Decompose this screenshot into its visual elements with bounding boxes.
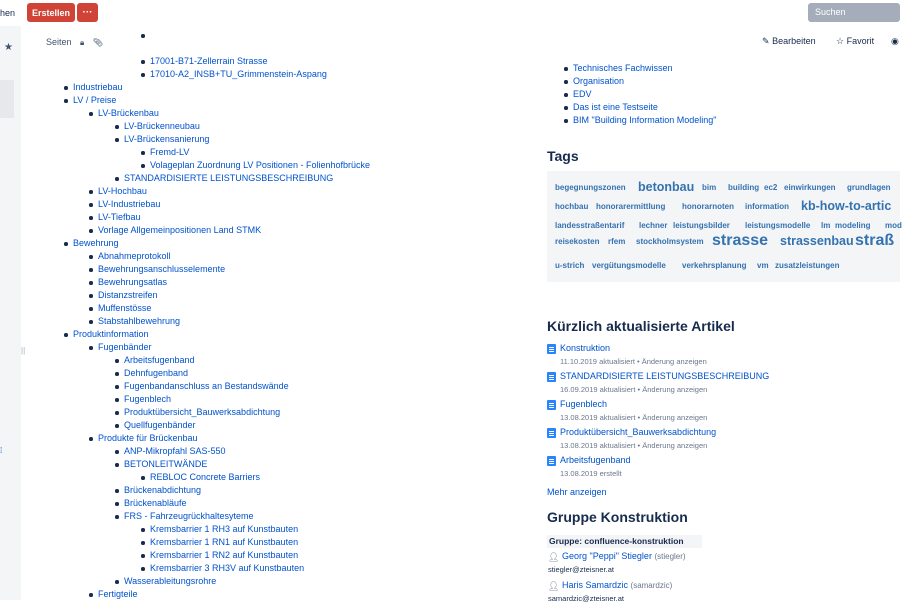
sidebar-collapsed (0, 26, 26, 600)
group-heading: Gruppe Konstruktion (547, 509, 688, 525)
space-link-item[interactable]: BIM "Building Information Modeling" (573, 115, 717, 125)
tree-item[interactable]: Fugenbandanschluss an Bestandswände (124, 381, 289, 391)
tag-link[interactable]: information (745, 202, 789, 211)
recent-article-meta: 13.08.2019 erstellt (560, 469, 622, 478)
search-input[interactable]: Suchen (808, 3, 900, 22)
tree-item[interactable]: Brückenabläufe (124, 498, 187, 508)
tag-link[interactable]: reisekosten (555, 237, 600, 246)
member-email: samardzic@zteisner.at (548, 594, 624, 603)
tree-item[interactable]: Arbeitsfugenband (124, 355, 195, 365)
page-icon (547, 428, 556, 438)
tree-item[interactable]: REBLOC Concrete Barriers (150, 472, 261, 482)
tag-link[interactable]: landesstraßentarif (555, 221, 625, 230)
tag-link[interactable]: lm (821, 221, 831, 230)
tree-item[interactable]: Kremsbarrier 3 RH3V auf Kunstbauten (150, 563, 305, 573)
edit-button[interactable]: ✎ Bearbeiten (762, 36, 816, 46)
top-navigation-bar (0, 0, 900, 26)
group-name-label: Gruppe: confluence-konstruktion (547, 535, 702, 548)
tree-item[interactable]: Dehnfugenband (124, 368, 189, 378)
pencil-icon: ✎ (762, 36, 770, 46)
user-icon: 👤︎ (548, 581, 560, 591)
page-icon (547, 344, 556, 354)
sidebar-marker-icon: ⁞ (0, 446, 3, 455)
tag-link[interactable]: einwirkungen (784, 183, 836, 192)
page-icon (547, 400, 556, 410)
recent-article-title[interactable]: STANDARDISIERTE LEISTUNGSBESCHREIBUNG (560, 371, 770, 381)
tree-item[interactable]: Kremsbarrier 1 RN1 auf Kunstbauten (150, 537, 299, 547)
tree-item[interactable]: Fremd-LV (150, 147, 190, 157)
tree-item[interactable]: Stabstahlbewehrung (98, 316, 181, 326)
tree-item[interactable]: Abnahmeprotokoll (98, 251, 171, 261)
tree-item[interactable]: Fugenbänder (98, 342, 152, 352)
tree-item[interactable]: Bewehrungsanschlusselemente (98, 264, 226, 274)
tag-link[interactable]: modeling (835, 221, 871, 230)
create-button[interactable]: Erstellen (27, 3, 75, 22)
favorite-button[interactable]: ☆ Favorit (836, 36, 875, 46)
member-name[interactable]: Haris Samardzic (samardzic) (562, 580, 673, 590)
member-name[interactable]: Georg "Peppi" Stiegler (stiegler) (562, 551, 686, 561)
tree-item[interactable]: Bewehrung (73, 238, 119, 248)
tree-item[interactable]: Produkte für Brückenbau (98, 433, 198, 443)
tree-item[interactable]: Bewehrungsatlas (98, 277, 168, 287)
tree-item[interactable]: Quellfugenbänder (124, 420, 196, 430)
tag-link[interactable]: vergütungsmodelle (592, 261, 666, 270)
tree-item[interactable]: LV-Brückensanierung (124, 134, 210, 144)
space-link-item[interactable]: EDV (573, 89, 592, 99)
tag-link[interactable]: lechner (639, 221, 668, 230)
tree-item[interactable]: 17001-B71-Zellerrain Strasse (150, 56, 268, 66)
space-link-item[interactable]: Das ist eine Testseite (573, 102, 658, 112)
tag-link[interactable]: rfem (608, 237, 626, 246)
tree-item[interactable]: Volageplan Zuordnung LV Positionen - Folienhofbrücke (150, 160, 370, 170)
tag-link[interactable]: u-strich (555, 261, 585, 270)
recent-article-meta: 13.08.2019 aktualisiert • Änderung anzeigen (560, 441, 708, 450)
tree-item[interactable]: Distanzstreifen (98, 290, 158, 300)
tag-cloud (547, 171, 900, 282)
tree-item[interactable]: ANP-Mikropfahl SAS-550 (124, 446, 226, 456)
recent-articles-heading: Kürzlich aktualisierte Artikel (547, 318, 735, 334)
user-icon: 👤︎ (548, 552, 560, 562)
recent-article-title[interactable]: Konstruktion (560, 343, 611, 353)
recent-article-title[interactable]: Arbeitsfugenband (560, 455, 631, 465)
tree-item[interactable]: Muffenstösse (98, 303, 152, 313)
page-tree-header (46, 37, 103, 48)
tag-link[interactable]: verkehrsplanung (682, 261, 747, 270)
tree-item[interactable]: Fugenblech (124, 394, 172, 404)
page-icon (547, 372, 556, 382)
tree-item[interactable]: 17010-A2_INSB+TU_Grimmenstein-Aspang (150, 69, 327, 79)
star-icon[interactable]: ★ (4, 42, 13, 53)
tag-link[interactable]: ec2 (764, 183, 778, 192)
show-more-link[interactable]: Mehr anzeigen (547, 487, 607, 497)
tag-link[interactable]: betonbau (638, 180, 695, 195)
watch-icon[interactable]: ◉ (891, 36, 899, 46)
tag-link[interactable]: bim (702, 183, 717, 192)
tag-link[interactable]: begegnungszonen (555, 183, 626, 192)
page-icon (547, 456, 556, 466)
tag-link[interactable]: leistungsmodelle (745, 221, 811, 230)
recent-article-meta: 13.08.2019 aktualisiert • Änderung anzeigen (560, 413, 708, 422)
tree-item[interactable]: FRS - Fahrzeugrückhaltesyteme (124, 511, 254, 521)
lock-icon[interactable]: 🔒︎ (80, 38, 85, 47)
space-link-item[interactable]: Technisches Fachwissen (573, 63, 673, 73)
tree-item[interactable]: BETONLEITWÄNDE (124, 459, 208, 469)
attachment-icon[interactable]: 📎︎ (92, 38, 103, 47)
space-link-item[interactable]: Organisation (573, 76, 625, 86)
pages-link[interactable]: Seiten (46, 37, 72, 47)
tree-item[interactable]: Wasserableitungsrohre (124, 576, 217, 586)
tag-link[interactable]: kb-how-to-artic (801, 199, 892, 214)
resize-handle-icon[interactable]: || (21, 346, 26, 355)
tree-item[interactable]: Kremsbarrier 1 RN2 auf Kunstbauten (150, 550, 299, 560)
tree-item[interactable]: Vorlage Allgemeinpositionen Land STMK (98, 225, 262, 235)
recent-article-title[interactable]: Produktübersicht_Bauwerksabdichtung (560, 427, 717, 437)
tag-link[interactable]: strasse (712, 232, 769, 250)
tree-item[interactable]: Produktübersicht_Bauwerksabdichtung (124, 407, 281, 417)
tree-item[interactable]: Brückenabdichtung (124, 485, 202, 495)
tree-item[interactable]: LV-Brückenbau (98, 108, 159, 118)
tag-link[interactable]: leistungsbilder (673, 221, 730, 230)
tag-link[interactable]: vm (757, 261, 769, 270)
member-email: stiegler@zteisner.at (548, 565, 614, 574)
tree-item[interactable]: Industriebau (73, 82, 123, 92)
tag-link[interactable]: grundlagen (847, 183, 891, 192)
tag-link[interactable]: mod (885, 221, 902, 230)
tag-link[interactable]: stockholmsystem (636, 237, 704, 246)
sidebar-highlight[interactable] (0, 80, 14, 118)
tree-item[interactable]: STANDARDISIERTE LEISTUNGSBESCHREIBUNG (124, 173, 334, 183)
tree-item[interactable]: LV-Tiefbau (98, 212, 141, 222)
tags-heading: Tags (547, 148, 579, 164)
tag-link[interactable]: honorarnoten (682, 202, 734, 211)
tree-item[interactable]: LV-Industriebau (98, 199, 161, 209)
nav-label-cut[interactable]: hen (0, 8, 16, 18)
tree-item[interactable]: LV-Hochbau (98, 186, 147, 196)
tag-link[interactable]: building (728, 183, 760, 192)
tag-link[interactable]: strassenbau (780, 234, 854, 249)
tree-item[interactable]: LV-Brückenneubau (124, 121, 200, 131)
tag-link[interactable]: honorarermittlung (596, 202, 666, 211)
tree-item[interactable]: Produktinformation (73, 329, 149, 339)
recent-article-meta: 16.09.2019 aktualisiert • Änderung anzeigen (560, 385, 708, 394)
tag-link[interactable]: zusatzleistungen (775, 261, 840, 270)
tree-item[interactable]: LV / Preise (73, 95, 117, 105)
tree-item[interactable]: Kremsbarrier 1 RH3 auf Kunstbauten (150, 524, 299, 534)
recent-article-meta: 11.10.2019 aktualisiert • Änderung anzeigen (560, 357, 707, 366)
tag-link[interactable]: hochbau (555, 202, 589, 211)
tree-item[interactable]: Fertigteile (98, 589, 138, 599)
recent-article-title[interactable]: Fugenblech (560, 399, 608, 409)
star-outline-icon: ☆ (836, 36, 845, 46)
tag-link[interactable]: straß (855, 232, 895, 250)
more-create-options-button[interactable]: ··· (77, 3, 98, 22)
